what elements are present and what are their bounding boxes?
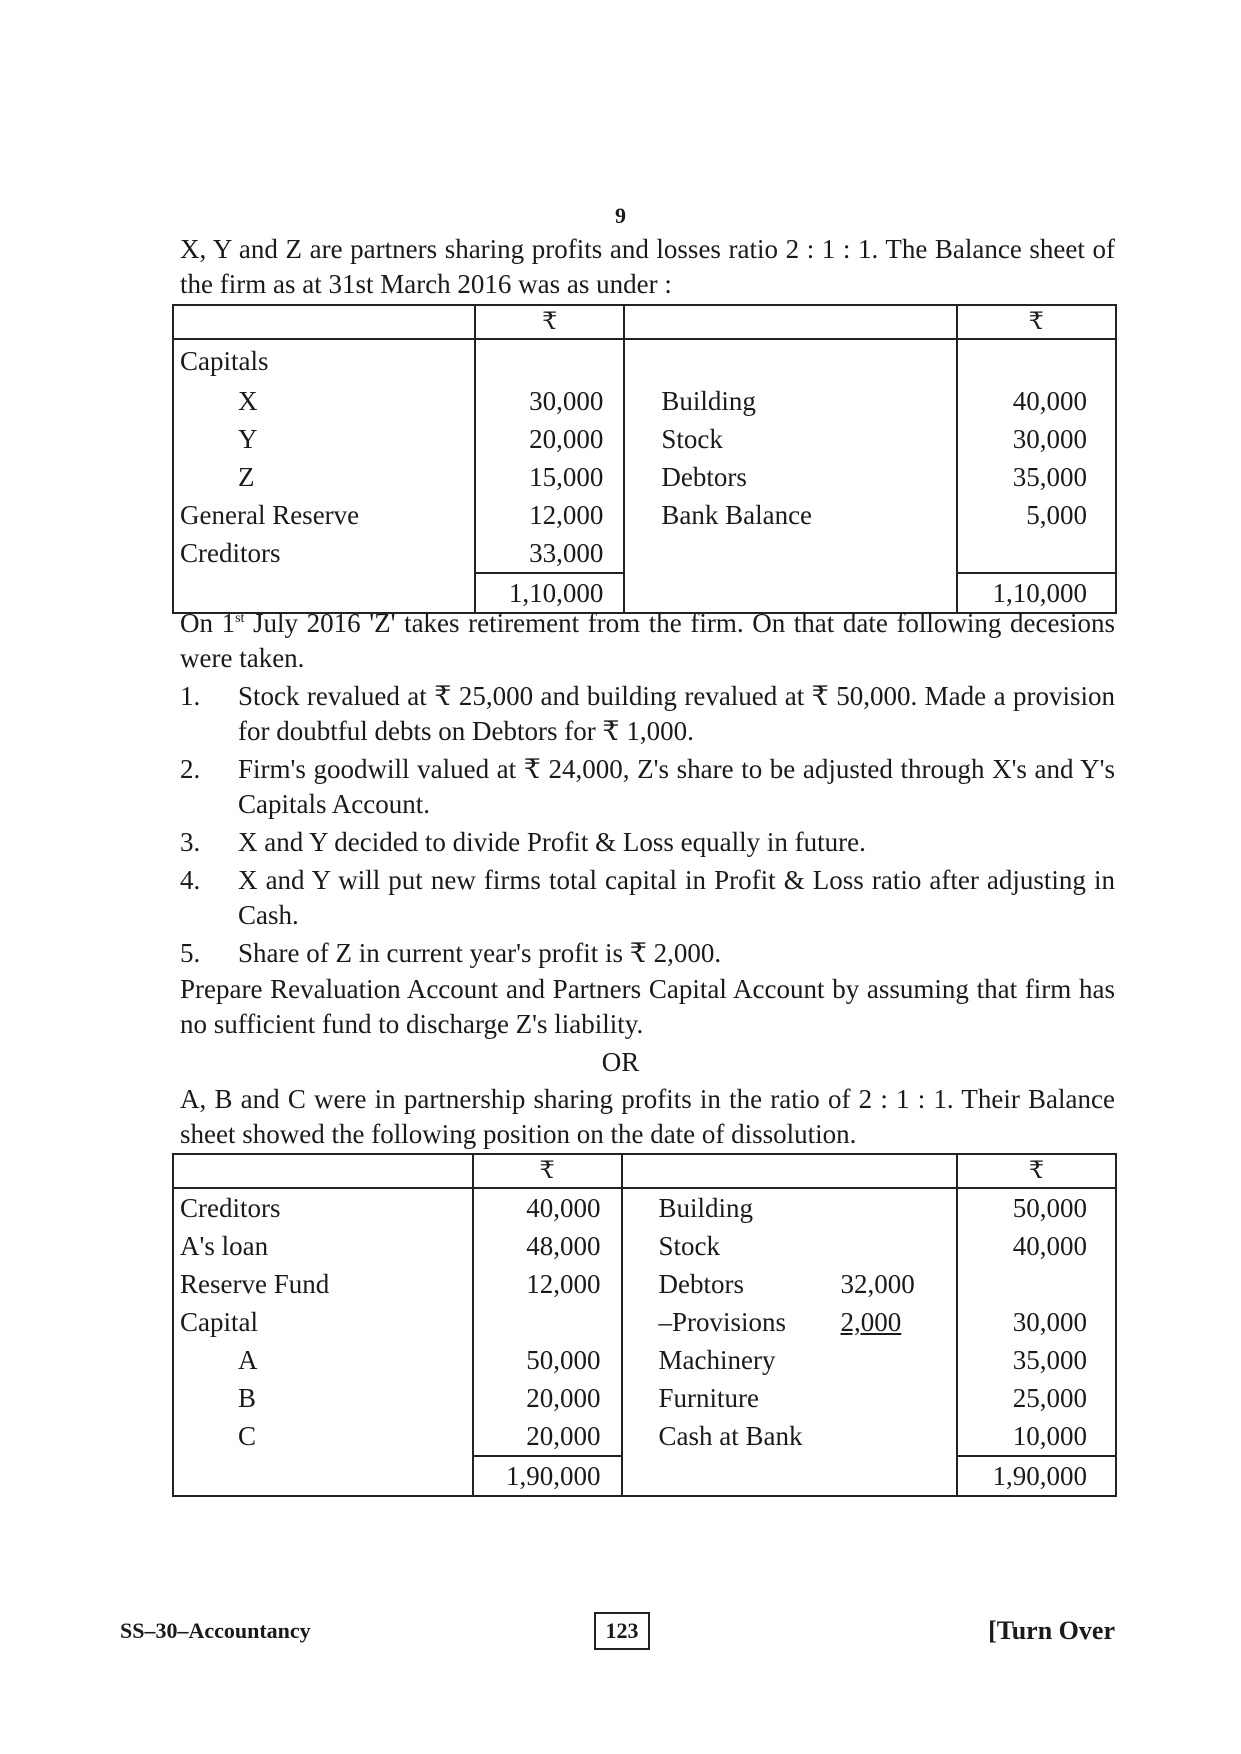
bs1-asset-amount: 40,000	[957, 382, 1117, 420]
bs1-asset-label	[624, 339, 956, 382]
bs1-asset-amount: 5,000	[957, 496, 1117, 534]
bs2-liab-amount: 40,000	[473, 1188, 622, 1227]
bs1-asset-label: Building	[624, 382, 956, 420]
bs1-asset-label: Debtors	[624, 458, 956, 496]
q2-intro: A, B and C were in partnership sharing profits in the ratio of 2 : 1 : 1. Their Balance sheet showed the following position on the date of dissolution.	[180, 1084, 1115, 1149]
q1-task: Prepare Revaluation Account and Partners Capital Account by assuming that firm has no sufficient fund to discharge Z's liability.	[180, 974, 1115, 1039]
table-row	[173, 1341, 1116, 1379]
balance-sheet-2	[172, 1153, 1117, 1497]
bs2-liab-label: A	[173, 1341, 473, 1379]
bs1-liab-label: Creditors	[173, 534, 475, 573]
bs1-liab-label: Z	[173, 458, 475, 496]
bs2-asset-label: Furniture	[622, 1379, 957, 1417]
bs2-liab-amount: 20,000	[473, 1417, 622, 1456]
table-row	[173, 382, 1116, 420]
bs2-liab-label: Creditors	[173, 1188, 473, 1227]
bs1-total-assets: 1,10,000	[957, 573, 1117, 613]
bs1-asset-amount: 35,000	[957, 458, 1117, 496]
footer-turn-over: [Turn Over	[988, 1616, 1115, 1645]
list-item: 2. Firm's goodwill valued at ₹ 24,000, Z's share to be adjusted through X's and Y's Capitals Account.	[180, 754, 1115, 819]
or-divider: OR	[601, 1047, 640, 1077]
bs1-header-row	[173, 305, 1116, 339]
bs1-asset-label: Stock	[624, 420, 956, 458]
list-item: 5. Share of Z in current year's profit is ₹ 2,000.	[180, 938, 722, 968]
bs1-asset-label: Bank Balance	[624, 496, 956, 534]
table-row	[173, 1188, 1116, 1227]
bs2-total-liabilities: 1,90,000	[473, 1456, 622, 1496]
bs2-liab-label: A's loan	[173, 1227, 473, 1265]
bs2-asset-label: Machinery	[622, 1341, 957, 1379]
table-row	[173, 339, 1116, 382]
bs2-asset-amount: 10,000	[957, 1417, 1116, 1456]
bs2-asset-label: Debtors 32,000	[622, 1265, 957, 1303]
bs2-asset-amount: 35,000	[957, 1341, 1116, 1379]
bs2-provision-amount: 2,000	[840, 1307, 902, 1337]
bs1-currency-asset: ₹	[957, 305, 1117, 339]
bs2-liab-amount: 48,000	[473, 1227, 622, 1265]
bs2-asset-amount: 40,000	[957, 1227, 1116, 1265]
balance-sheet-1	[172, 304, 1117, 614]
table-row	[173, 1303, 1116, 1341]
bs1-liab-amount	[475, 339, 624, 382]
q1-intro: X, Y and Z are partners sharing profits and losses ratio 2 : 1 : 1. The Balance sheet of the firm as at 31st March 2016 was as under :	[180, 234, 1115, 299]
bs2-currency-liab: ₹	[473, 1154, 622, 1188]
table-row	[173, 458, 1116, 496]
list-item: 3. X and Y decided to divide Profit & Loss equally in future.	[180, 827, 866, 857]
bs1-liab-amount: 15,000	[475, 458, 624, 496]
bs2-asset-label: Stock	[622, 1227, 957, 1265]
table-row	[173, 1417, 1116, 1456]
bs1-liab-amount: 30,000	[475, 382, 624, 420]
bs2-liab-amount: 20,000	[473, 1379, 622, 1417]
bs1-liab-amount: 12,000	[475, 496, 624, 534]
bs2-liab-amount: 12,000	[473, 1265, 622, 1303]
list-item: 1. Stock revalued at ₹ 25,000 and building revalued at ₹ 50,000. Made a provision for doubtful debts on Debtors for ₹ 1,000.	[180, 681, 1115, 746]
bs2-total-assets: 1,90,000	[957, 1456, 1116, 1496]
bs2-liab-label: Capital	[173, 1303, 473, 1341]
bs1-total-liabilities: 1,10,000	[475, 573, 624, 613]
bs2-asset-label: Building	[622, 1188, 957, 1227]
bs1-asset-amount: 30,000	[957, 420, 1117, 458]
bs1-liab-label: Y	[173, 420, 475, 458]
q1-retirement-text: On 1st July 2016 'Z' takes retirement from the firm. On that date following decesions were taken.	[180, 608, 1115, 673]
bs2-asset-amount: 25,000	[957, 1379, 1116, 1417]
q1-decisions-list	[180, 679, 1115, 974]
bs2-asset-amount	[957, 1265, 1116, 1303]
table-row	[173, 534, 1116, 573]
bs2-asset-label: –Provisions 2,000	[622, 1303, 957, 1341]
footer-subject-code: SS–30–Accountancy	[120, 1618, 311, 1643]
bs1-currency-liab: ₹	[475, 305, 624, 339]
bs1-liab-amount: 20,000	[475, 420, 624, 458]
table-row	[173, 420, 1116, 458]
bs1-liab-label: Capitals	[173, 339, 475, 382]
bs2-liab-label: C	[173, 1417, 473, 1456]
bs2-asset-amount: 30,000	[957, 1303, 1116, 1341]
bs2-total-row	[173, 1456, 1116, 1496]
bs2-debtors-gross: 32,000	[840, 1269, 915, 1299]
bs1-asset-amount	[957, 339, 1117, 382]
bs2-liab-label: B	[173, 1379, 473, 1417]
bs2-liab-label: Reserve Fund	[173, 1265, 473, 1303]
bs2-asset-label: Cash at Bank	[622, 1417, 957, 1456]
bs1-liab-label: X	[173, 382, 475, 420]
bs2-liab-amount: 50,000	[473, 1341, 622, 1379]
page-number: 9	[615, 203, 626, 228]
table-row	[173, 1379, 1116, 1417]
bs1-liab-amount: 33,000	[475, 534, 624, 573]
bs1-asset-label	[624, 534, 956, 573]
bs2-liab-amount	[473, 1303, 622, 1341]
table-row	[173, 1265, 1116, 1303]
table-row	[173, 1227, 1116, 1265]
table-row	[173, 496, 1116, 534]
bs2-currency-asset: ₹	[957, 1154, 1116, 1188]
list-item: 4. X and Y will put new firms total capital in Profit & Loss ratio after adjusting in Cash.	[180, 865, 1115, 930]
bs2-asset-amount: 50,000	[957, 1188, 1116, 1227]
bs2-header-row	[173, 1154, 1116, 1188]
bs1-asset-amount	[957, 534, 1117, 573]
bs1-liab-label: General Reserve	[173, 496, 475, 534]
footer-page-box: 123	[594, 1612, 650, 1650]
